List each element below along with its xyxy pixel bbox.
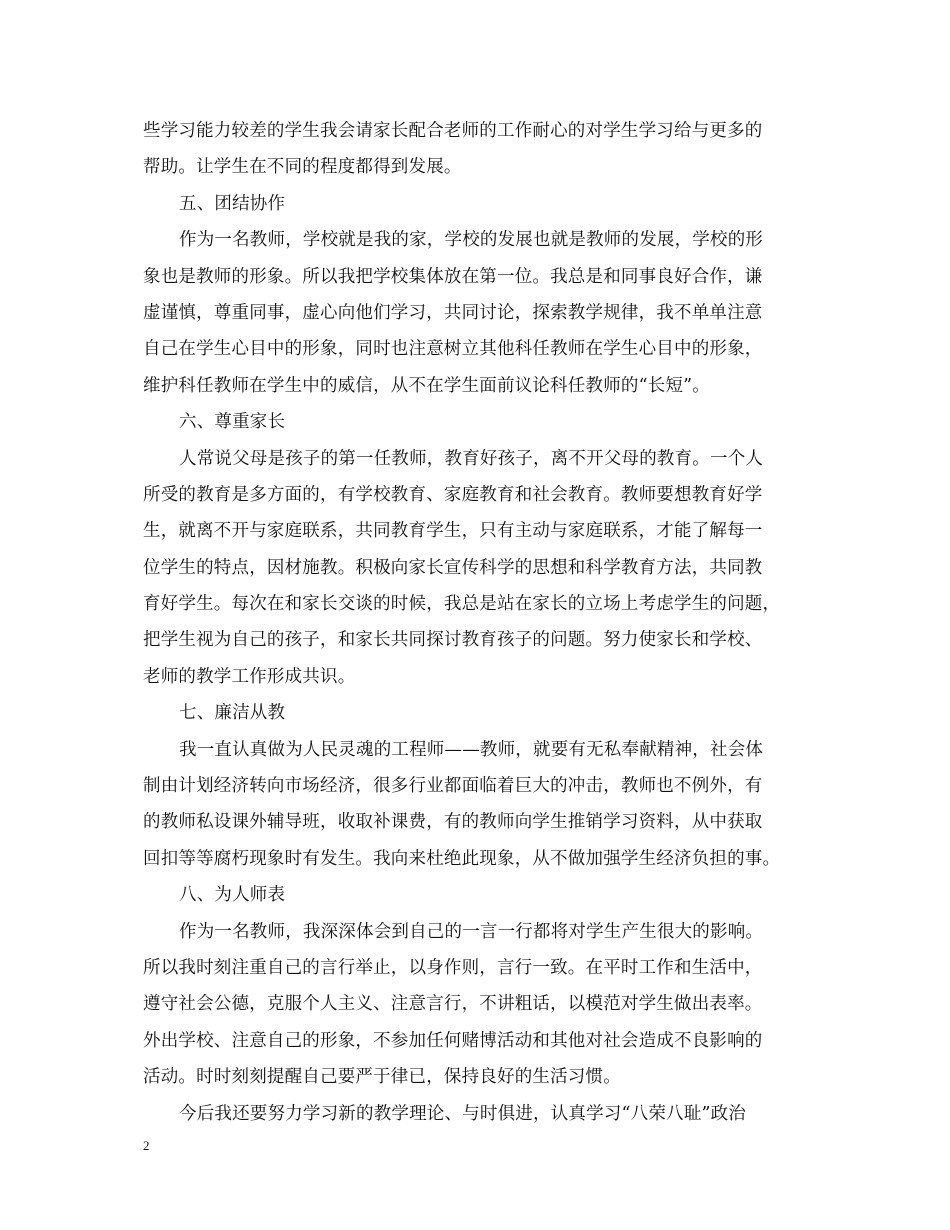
- text-line-12: 生，就离不开与家庭联系，共同教育学生，只有主动与家庭联系，才能了解每一: [143, 521, 763, 542]
- text-line-6: 虚谨慎，尊重同事，虚心向他们学习，共同讨论，探索教学规律，我不单单注意: [143, 302, 763, 323]
- text-line-19: 制由计划经济转向市场经济，很多行业都面临着巨大的冲击，教师也不例外，有: [143, 776, 763, 797]
- text-line-24: 所以我时刻注重自己的言行举止，以身作则，言行一致。在平时工作和生活中，: [143, 957, 763, 978]
- text-line-2: 帮助。让学生在不同的程度都得到发展。: [143, 157, 462, 178]
- section-heading-8: 八、为人师表: [179, 885, 286, 906]
- section-heading-6: 六、尊重家长: [179, 412, 286, 433]
- text-line-18: 我一直认真做为人民灵魂的工程师——教师，就要有无私奉献精神，社会体: [179, 739, 764, 760]
- text-line-13: 位学生的特点，因材施教。积极向家长宣传科学的思想和科学教育方法，共同教: [143, 557, 763, 578]
- text-line-26: 外出学校、注意自己的形象，不参加任何赌博活动和其他对社会造成不良影响的: [143, 1030, 763, 1051]
- text-line-27: 活动。时时刻刻提醒自己要严于律已，保持良好的生活习惯。: [143, 1067, 621, 1088]
- text-line-8: 维护科任教师在学生中的威信，从不在学生面前议论科任教师的“长短”。: [143, 375, 710, 396]
- text-line-11: 所受的教育是多方面的，有学校教育、家庭教育和社会教育。教师要想教育好学: [143, 484, 763, 505]
- page-number: 2: [143, 1138, 150, 1153]
- section-heading-7: 七、廉洁从教: [179, 703, 286, 724]
- text-line-20: 的教师私设课外辅导班，收取补课费，有的教师向学生推销学习资料，从中获取: [143, 812, 763, 833]
- text-line-10: 人常说父母是孩子的第一任教师，教育好孩子，离不开父母的教育。一个人: [179, 448, 764, 469]
- text-line-23: 作为一名教师，我深深体会到自己的一言一行都将对学生产生很大的影响。: [179, 921, 764, 942]
- section-heading-5: 五、团结协作: [179, 193, 286, 214]
- text-line-25: 遵守社会公德，克服个人主义、注意言行，不讲粗话，以模范对学生做出表率。: [143, 994, 763, 1015]
- text-line-15: 把学生视为自己的孩子，和家长共同探讨教育孩子的问题。努力使家长和学校、: [143, 630, 763, 651]
- text-line-28: 今后我还要努力学习新的教学理论、与时俱进，认真学习“八荣八耻”政治: [179, 1103, 746, 1124]
- text-line-7: 自己在学生心目中的形象，同时也注意树立其他科任教师在学生心目中的形象，: [143, 339, 763, 360]
- text-line-14: 育好学生。每次在和家长交谈的时候，我总是站在家长的立场上考虑学生的问题，: [143, 594, 781, 615]
- text-line-1: 些学习能力较差的学生我会请家长配合老师的工作耐心的对学生学习给与更多的: [143, 121, 763, 141]
- text-line-21: 回扣等等腐朽现象时有发生。我向来杜绝此现象，从不做加强学生经济负担的事。: [143, 848, 781, 869]
- text-line-16: 老师的教学工作形成共识。: [143, 666, 356, 687]
- text-line-4: 作为一名教师，学校就是我的家，学校的发展也就是教师的发展，学校的形: [179, 230, 764, 251]
- text-line-5: 象也是教师的形象。所以我把学校集体放在第一位。我总是和同事良好合作，谦: [143, 266, 763, 287]
- document-body: [143, 113, 823, 1132]
